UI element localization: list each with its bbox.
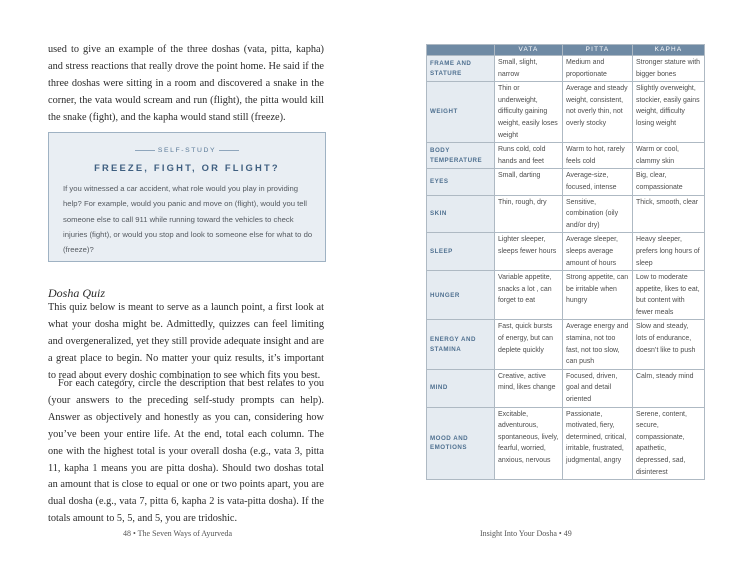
row-label: ENERGY AND STAMINA — [427, 320, 495, 369]
vata-cell: Small, slight, narrow — [495, 56, 563, 82]
kapha-cell: Serene, content, secure, compassionate, apathetic, depressed, sad, disinterest — [633, 407, 705, 480]
pitta-cell: Average energy and stamina, not too fast, not too slow, can push — [563, 320, 633, 369]
kapha-cell: Slow and steady, lots of endurance, doesn’t like to push — [633, 320, 705, 369]
self-study-body: If you witnessed a car accident, what role would you play in providing help? For example, would you panic and move on (flight), would you tell someone else to call 911 while running toward the vehicles to check injuries (fight), or would you stop and look to someone else for what to do (freeze)? — [63, 184, 313, 255]
pitta-cell: Strong appetite, can be irritable when hungry — [563, 271, 633, 320]
row-label: WEIGHT — [427, 82, 495, 143]
row-label: SLEEP — [427, 233, 495, 271]
vata-cell: Fast, quick bursts of energy, but can deplete quickly — [495, 320, 563, 369]
row-label: MOOD AND EMOTIONS — [427, 407, 495, 480]
kapha-cell: Slightly overweight, stockier, easily gains weight, difficulty losing weight — [633, 82, 705, 143]
vata-cell: Excitable, adventurous, spontaneous, lively, fearful, worried, anxious, nervous — [495, 407, 563, 480]
table-row — [427, 195, 705, 233]
header-pitta: PITTA — [563, 45, 633, 56]
kapha-cell: Heavy sleeper, prefers long hours of sleep — [633, 233, 705, 271]
self-study-tag-label: SELF-STUDY — [157, 147, 217, 154]
folio-left: 48 • The Seven Ways of Ayurveda — [123, 529, 233, 538]
kapha-cell: Big, clear, compassionate — [633, 169, 705, 195]
vata-cell: Creative, active mind, likes change — [495, 369, 563, 407]
pitta-cell: Average and steady weight, consistent, not overly thin, not overly stocky — [563, 82, 633, 143]
table-row — [427, 143, 705, 169]
table-row — [427, 82, 705, 143]
row-label: BODY TEMPERATURE — [427, 143, 495, 169]
table-row — [427, 169, 705, 195]
vata-cell: Small, darting — [495, 169, 563, 195]
pitta-cell: Warm to hot, rarely feels cold — [563, 143, 633, 169]
vata-cell: Runs cold, cold hands and feet — [495, 143, 563, 169]
folio-right: Insight Into Your Dosha • 49 — [480, 529, 572, 538]
self-study-title: FREEZE, FIGHT, OR FLIGHT? — [94, 162, 280, 173]
pitta-cell: Sensitive, combination (oily and/or dry) — [563, 195, 633, 233]
kapha-cell: Stronger stature with bigger bones — [633, 56, 705, 82]
table-row — [427, 271, 705, 320]
body-paragraph-2: This quiz below is meant to serve as a launch point, a first look at what your dosha might be. Admittedly, quizzes can feel limiting and overgeneralized, yet they still provide adequate insight and are a great place to begin. No matter your quiz results, it’s important to read about every doshic combination to see which fits you best. — [48, 302, 324, 381]
tag-rule-left — [135, 150, 155, 151]
table-row — [427, 407, 705, 480]
table-row — [427, 320, 705, 369]
table-row — [427, 369, 705, 407]
kapha-cell: Warm or cool, clammy skin — [633, 143, 705, 169]
table-row — [427, 233, 705, 271]
vata-cell: Thin or underweight, difficulty gaining weight, easily loses weight — [495, 82, 563, 143]
row-label: FRAME AND STATURE — [427, 56, 495, 82]
kapha-cell: Low to moderate appetite, likes to eat, but content with fewer meals — [633, 271, 705, 320]
table-row — [427, 56, 705, 82]
header-vata: VATA — [495, 45, 563, 56]
quiz-heading: Dosha Quiz — [48, 286, 106, 300]
row-label: MIND — [427, 369, 495, 407]
kapha-cell: Thick, smooth, clear — [633, 195, 705, 233]
self-study-callout — [48, 132, 326, 262]
body-paragraph-3: For each category, circle the description that best relates to you (your answers to the preceding self-study prompts can help). Answer as objectively and honestly as you can, considering how you’ve been your entire life. At the end, total each column. The one with the highest total is your overall dosha (e.g., vata 3, pitta 11, kapha 1 means you are pitta dosha). Should two doshas total an amount that is close to equal or one or two points apart, you are dual dosha (e.g., vata 7, pitta 6, kapha 2 is vata-pitta dosha). If the totals amount to 5, 5, and 5, you are tridoshic. — [48, 378, 324, 525]
vata-cell: Thin, rough, dry — [495, 195, 563, 233]
pitta-cell: Average-size, focused, intense — [563, 169, 633, 195]
row-label: EYES — [427, 169, 495, 195]
self-study-tag — [49, 147, 325, 154]
header-blank — [427, 45, 495, 56]
kapha-cell: Calm, steady mind — [633, 369, 705, 407]
pitta-cell: Passionate, motivated, fiery, determined, critical, irritable, frustrated, judgmental, angry — [563, 407, 633, 480]
vata-cell: Variable appetite, snacks a lot , can forget to eat — [495, 271, 563, 320]
vata-cell: Lighter sleeper, sleeps fewer hours — [495, 233, 563, 271]
body-paragraph-1: used to give an example of the three doshas (vata, pitta, kapha) and stress reactions that really drove the point home. He said if the three doshas were sitting in a room and discovered a snake in the corner, the vata would scream and run (flight), the pitta would kill the snake (fight), and the kapha would stand still (freeze). — [48, 44, 324, 123]
pitta-cell: Medium and proportionate — [563, 56, 633, 82]
header-kapha: KAPHA — [633, 45, 705, 56]
dosha-table — [426, 44, 705, 480]
row-label: HUNGER — [427, 271, 495, 320]
pitta-cell: Average sleeper, sleeps average amount of hours — [563, 233, 633, 271]
table-header-row — [427, 45, 705, 56]
pitta-cell: Focused, driven, goal and detail oriented — [563, 369, 633, 407]
row-label: SKIN — [427, 195, 495, 233]
tag-rule-right — [219, 150, 239, 151]
